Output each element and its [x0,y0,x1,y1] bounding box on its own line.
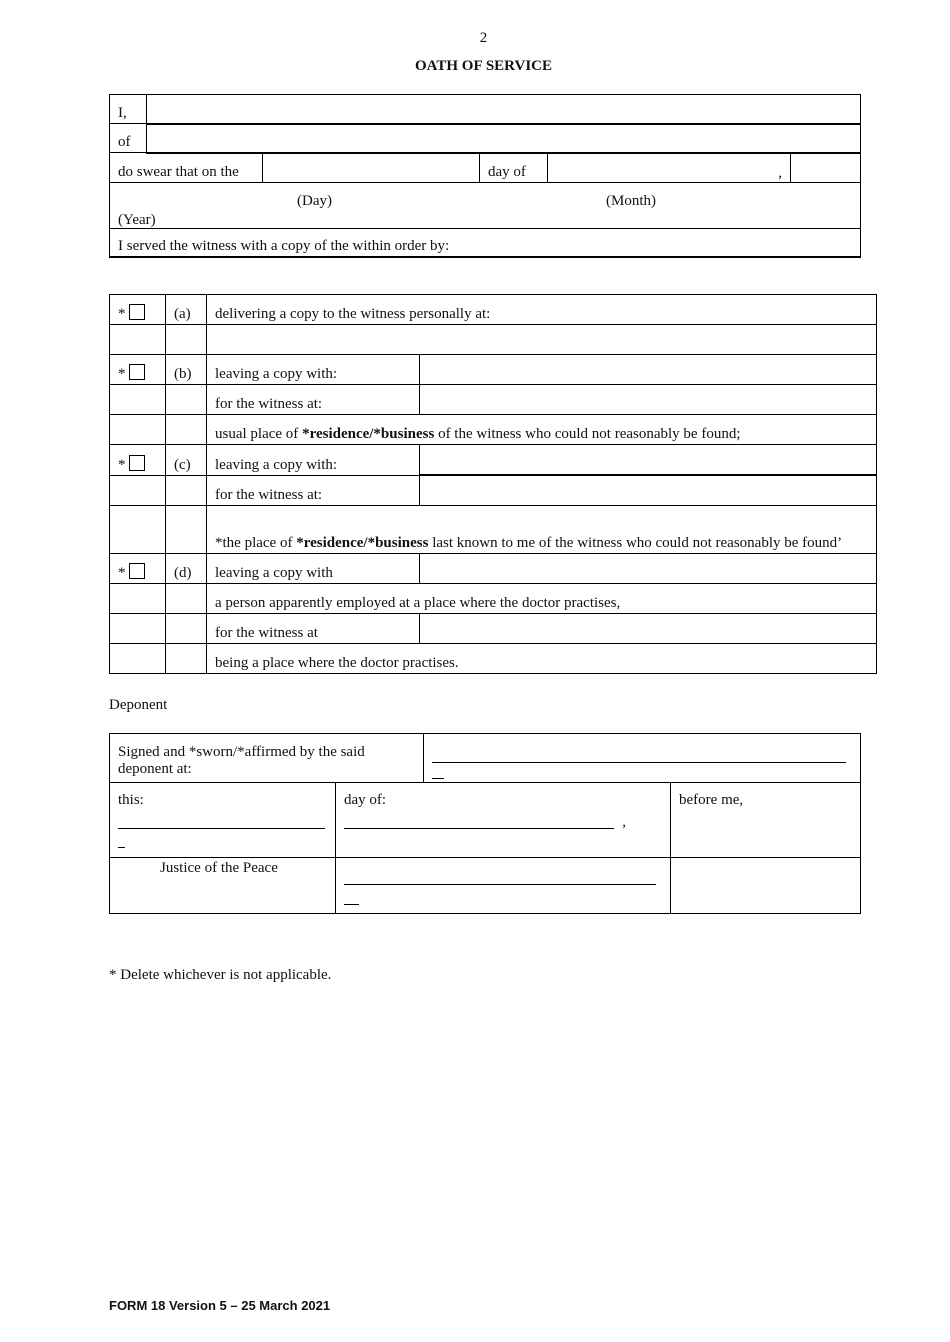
option-d-being-text: being a place where the doctor practises. [207,644,877,674]
form-footer: FORM 18 Version 5 – 25 March 2021 [109,1298,331,1313]
option-d-cell [110,554,166,584]
option-a-address-field[interactable] [207,325,877,355]
option-b-for-witness-label: for the witness at: [207,385,420,415]
signed-label-line1: Signed and *sworn/*affirmed by the said [118,744,365,760]
option-b-checkbox[interactable] [129,364,145,380]
day-of-jurat-label: day of: [344,792,387,808]
option-c-cell [110,445,166,476]
empty-cell [166,385,207,415]
empty-cell [166,475,207,506]
swear-label: do swear that on the [110,153,263,183]
oath-details-table [109,94,861,258]
empty-cell [110,506,166,554]
option-b-cell [110,355,166,385]
deponent-address-field[interactable] [147,124,861,153]
day-of-cell[interactable] [336,783,671,858]
signed-label-line2: deponent at: [118,761,192,777]
empty-cell [110,644,166,674]
delete-note: * Delete whichever is not applicable. [109,967,332,983]
option-d-address-field[interactable] [420,614,877,644]
option-b-address-field[interactable] [420,385,877,415]
this-cell[interactable] [110,783,336,858]
empty-cell [166,506,207,554]
option-d-leaving-label: leaving a copy with [207,554,420,584]
jp-empty-cell [671,858,861,914]
jp-signature-underline [344,884,656,885]
date-hints-row [110,182,861,228]
option-d-for-witness-label: for the witness at [207,614,420,644]
option-c-checkbox[interactable] [129,455,145,471]
i-label: I, [110,95,147,124]
option-c-last-known-text [207,506,877,554]
empty-cell [110,325,166,355]
option-c-person-field[interactable] [420,445,877,476]
this-underline [118,828,325,829]
empty-cell [110,584,166,614]
option-c-place-bold: *residence/*business [296,535,429,551]
option-d-person-field[interactable] [420,554,877,584]
option-b-usual-suffix: of the witness who could not reasonably be found; [434,426,741,442]
day-hint: (Day) [297,192,332,209]
jp-signature-underline-tail [344,904,359,905]
day-of-underline [344,828,614,829]
empty-cell [166,584,207,614]
jp-signature-field[interactable] [336,858,671,914]
option-c-star: * [118,456,126,473]
option-a-cell [110,295,166,325]
year-hint: (Year) [118,211,156,228]
option-d-employed-text: a person apparently employed at a place where the doctor practises, [207,584,877,614]
served-text: I served the witness with a copy of the within order by: [110,228,861,257]
option-d-checkbox[interactable] [129,563,145,579]
option-c-for-witness-label: for the witness at: [207,475,420,506]
option-b-person-field[interactable] [420,355,877,385]
empty-cell [110,385,166,415]
service-day-field[interactable] [263,153,480,183]
option-a-letter: (a) [166,295,207,325]
option-b-usual-place-text [207,415,877,445]
option-c-address-field[interactable] [420,475,877,506]
jp-label: Justice of the Peace [110,858,336,914]
option-c-letter: (c) [166,445,207,476]
before-me-label: before me, [671,783,861,858]
signed-label-cell [110,734,424,783]
empty-cell [110,614,166,644]
option-b-leaving-label: leaving a copy with: [207,355,420,385]
deponent-name-field[interactable] [147,95,861,124]
page-title: OATH OF SERVICE [415,58,552,74]
service-method-table [109,294,877,674]
empty-cell [166,415,207,445]
of-label: of [110,124,147,153]
option-b-usual-bold: *residence/*business [302,426,435,442]
option-c-place-prefix: *the place of [215,535,297,551]
option-c-place-suffix: last known to me of the witness who could not reasonably be found’ [428,535,843,551]
option-a-text: delivering a copy to the witness personally at: [207,295,877,325]
signed-place-field[interactable] [424,734,861,783]
page-number: 2 [479,30,488,46]
empty-cell [166,614,207,644]
this-label: this: [118,792,144,808]
day-of-comma: , [622,814,627,830]
option-a-star: * [118,306,126,322]
jurat-table [109,733,861,914]
empty-cell [110,415,166,445]
option-c-leaving-label: leaving a copy with: [207,445,420,476]
month-hint: (Month) [606,192,656,209]
option-d-star: * [118,565,126,581]
empty-cell [166,644,207,674]
deponent-label: Deponent [109,697,168,713]
service-month-field[interactable] [548,153,791,183]
month-comma: , [778,164,782,181]
option-d-letter: (d) [166,554,207,584]
service-year-field[interactable] [791,153,861,183]
option-b-letter: (b) [166,355,207,385]
day-of-label: day of [480,153,548,183]
signed-place-underline [432,762,846,763]
this-underline-tail [118,847,125,848]
option-b-star: * [118,366,126,382]
option-b-usual-prefix: usual place of [215,426,303,442]
option-a-checkbox[interactable] [129,304,145,320]
empty-cell [166,325,207,355]
signed-place-underline-tail [432,778,444,779]
empty-cell [110,475,166,506]
